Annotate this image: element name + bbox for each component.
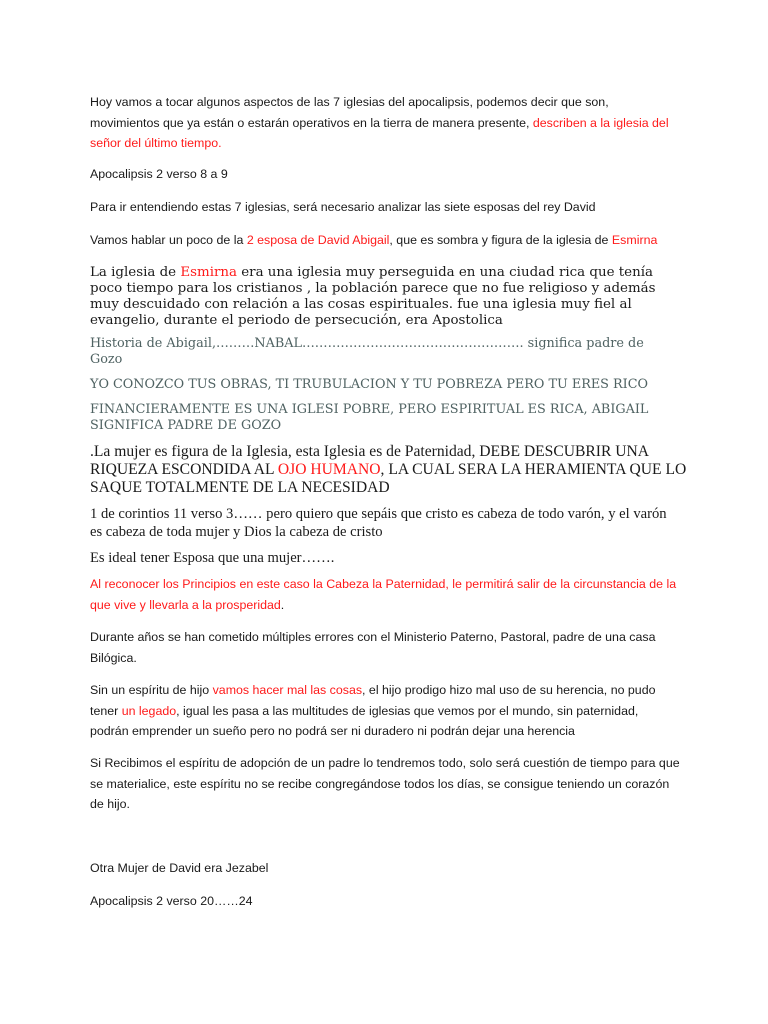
paragraph-financieramente: FINANCIERAMENTE ES UNA IGLESI POBRE, PERO ESPIRITUAL ES RICA, ABIGAIL SIGNIFICA PADRE DE GOZO (90, 402, 649, 433)
intro-text: Hoy vamos a tocar algunos aspectos de las 7 iglesias del apocalipsis, podemos decir que son, movimientos que ya están o estarán operativos en la tierra de manera presente, (90, 95, 609, 130)
paragraph-conozco-obras: YO CONOZCO TUS OBRAS, TI TRUBULACION Y TU POBREZA PERO TU ERES RICO (90, 377, 648, 392)
intro-highlight: describen a la iglesia del señor del último tiempo. (90, 115, 669, 150)
reference-apocalipsis-2-8: Apocalipsis 2 verso 8 a 9 (90, 167, 228, 181)
ojo-humano-highlight: OJO HUMANO (277, 461, 381, 478)
paragraph-seven-wives: Para ir entendiendo estas 7 iglesias, será necesario analizar las siete esposas del rey David (90, 200, 596, 214)
abigail-text-1: Vamos hablar un poco de la (90, 233, 247, 247)
paragraph-historia-abigail: Historia de Abigail,………NABAL……………………………………………. significa padre de Gozo (90, 336, 644, 367)
principios-period: . (280, 597, 285, 612)
hacer-mal-highlight: vamos hacer mal las cosas (212, 683, 363, 697)
paragraph-espiritu-hijo (90, 680, 680, 742)
paragraph-esposa-mujer: Es ideal tener Esposa que una mujer……. (90, 550, 335, 566)
abigail-text-2: , que es sombra y figura de la iglesia de (389, 233, 612, 247)
paragraph-corintios: 1 de corintios 11 verso 3…… pero quiero que sepáis que cristo es cabeza de todo varón, y el varón es cabeza de toda mujer y Dios la cabeza de cristo (90, 506, 667, 540)
esmirna-name: Esmirna (180, 265, 237, 280)
paragraph-principios (90, 574, 690, 615)
paragraph-mujer-figura (90, 443, 690, 497)
paragraph-jezabel: Otra Mujer de David era Jezabel (90, 861, 269, 875)
paragraph-abigail (90, 230, 690, 251)
mujer-text-2: , LA CUAL SERA LA HERAMIENTA QUE LO SAQUE TOTALMENTE DE LA NECESIDAD (90, 461, 687, 496)
legado-highlight: un legado (121, 703, 177, 718)
paragraph-intro (90, 92, 680, 154)
paragraph-esmirna (90, 265, 670, 329)
reference-apocalipsis-2-20: Apocalipsis 2 verso 20……24 (90, 894, 253, 908)
abigail-highlight: 2 esposa de David Abigail (246, 233, 390, 247)
mujer-text-1: .La mujer es figura de la Iglesia, esta Iglesia es de Paternidad, DEBE DESCUBRIR UNA RIQUEZA ESCONDIDA AL (90, 443, 649, 478)
paragraph-errores: Durante años se han cometido múltiples errores con el Ministerio Paterno, Pastoral, padre de una casa Bilógica. (90, 630, 656, 665)
esmirna-highlight: Esmirna (611, 233, 658, 247)
hijo-text-2: , el hijo prodigo hizo mal uso de su herencia, no pudo tener (90, 683, 656, 718)
hijo-text-1: Sin un espíritu de hijo (90, 683, 213, 697)
paragraph-adopcion: Si Recibimos el espíritu de adopción de un padre lo tendremos todo, solo será cuestión de tiempo para que se materialice, este espíritu no se recibe congregándose todos los días, se consigue teniendo un corazón de hijo. (90, 756, 680, 811)
esmirna-text-2: era una iglesia muy perseguida en una ciudad rica que tenía poco tiempo para los cristianos , la población parece que no fue religioso y además muy descuidado con relación a las cosas espirituales. fue una iglesia muy fiel al evangelio, durante el periodo de persecución, era Apostolica (90, 265, 656, 328)
esmirna-text-1: La iglesia de (90, 265, 181, 280)
hijo-text-3: , igual les pasa a las multitudes de iglesias que vemos por el mundo, sin paternidad, podrán emprender un sueño pero no podrá ser ni duradero ni podrán dejar una herencia (90, 703, 639, 738)
principios-highlight: Al reconocer los Principios en este caso la Cabeza la Paternidad, le permitirá salir de la circunstancia de la que vive y llevarla a la prosperidad (90, 577, 677, 612)
